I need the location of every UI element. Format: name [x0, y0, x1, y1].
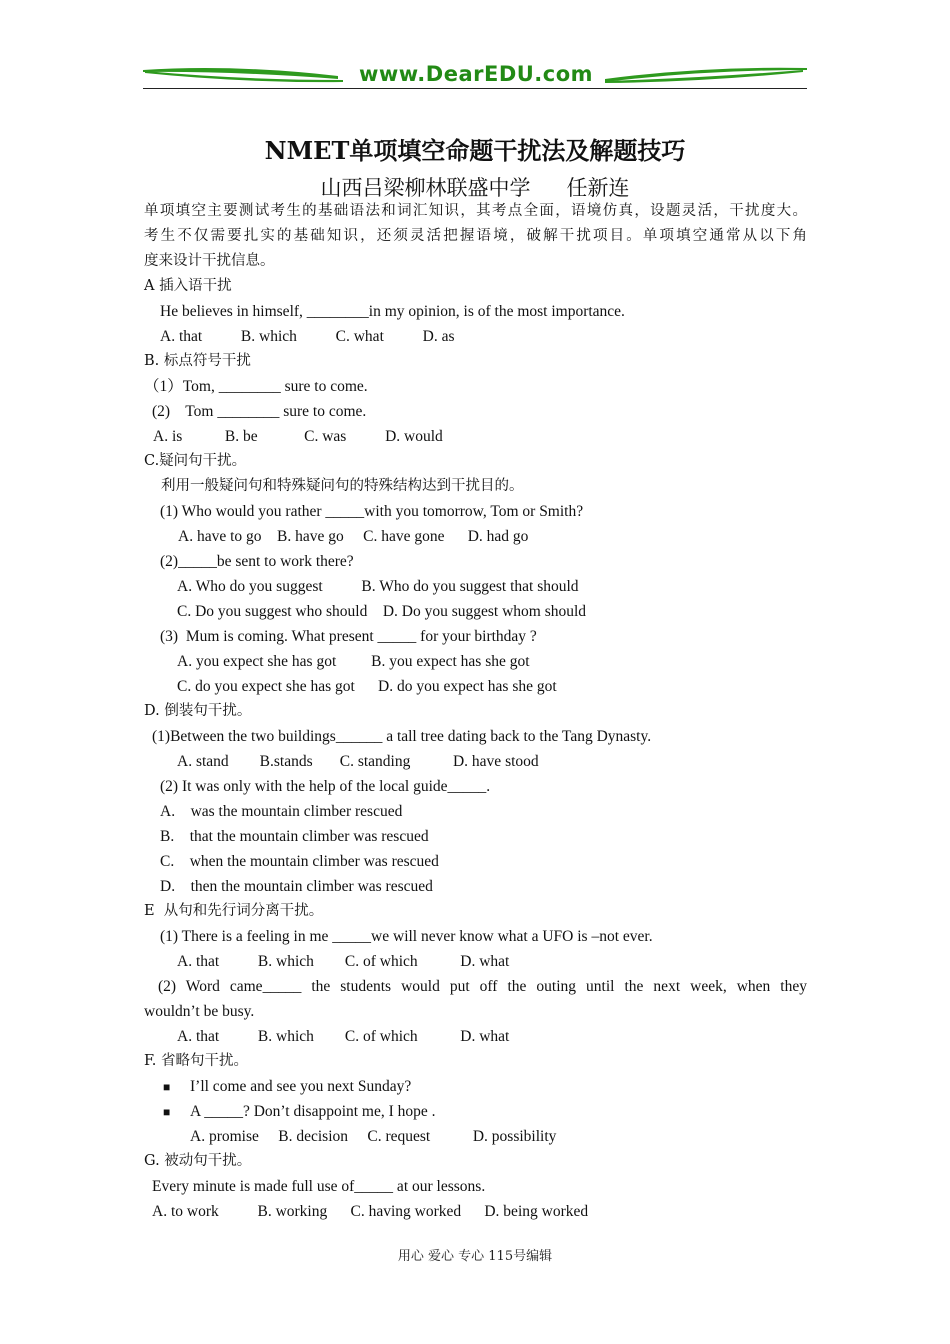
text-line: (1) Who would you rather _____with you tomorrow, Tom or Smith? — [160, 503, 584, 520]
text-line: (2) It was only with the help of the local guide_____. — [160, 778, 491, 795]
document-title: NMET单项填空命题干扰法及解题技巧 — [264, 136, 686, 165]
text-line: （1）Tom, ________ sure to come. — [144, 378, 368, 395]
document-body — [144, 199, 807, 1224]
text-line: B. that the mountain climber was rescued — [160, 828, 429, 845]
text-line: (2) Tom ________ sure to come. — [152, 403, 367, 420]
text-line: A. promise B. decision C. request D. possibility — [190, 1128, 557, 1145]
text-line: A 插入语干扰 — [144, 278, 232, 294]
bullet-line: ■ I’ll come and see you next Sunday? — [144, 1074, 807, 1099]
site-logo-text: www.DearEDU.com — [358, 62, 594, 86]
text-line: A. Who do you suggest B. Who do you suggest that should — [177, 578, 579, 595]
author-line — [0, 172, 950, 202]
text-line: D. then the mountain climber was rescued — [160, 878, 433, 895]
text-line: A. that B. which C. what D. as — [160, 328, 455, 345]
text-line: (1) There is a feeling in me _____we will never know what a UFO is –not ever. — [160, 928, 653, 945]
bullet-line: ■ A _____? Don’t disappoint me, I hope . — [144, 1099, 807, 1124]
text-line: C.疑问句干扰。 — [144, 453, 247, 469]
text-line: 利用一般疑问句和特殊疑问句的特殊结构达到干扰目的。 — [161, 478, 524, 494]
text-line: D. 倒装句干扰。 — [144, 703, 252, 719]
text-line: 单项填空主要测试考生的基础语法和词汇知识，其考点全面，语境仿真，设题灵活，干扰度大。 — [144, 203, 807, 219]
header-rule — [143, 88, 807, 89]
author-school: 山西吕梁柳林联盛中学 — [320, 176, 531, 200]
text-line: A. have to go B. have go C. have gone D. had go — [178, 528, 529, 545]
text-line: (2)_____be sent to work there? — [160, 553, 354, 570]
text-line: A. is B. be C. was D. would — [153, 428, 443, 445]
text-line: A. to work B. working C. having worked D. being worked — [152, 1203, 589, 1220]
text-line: E 从句和先行词分离干扰。 — [144, 903, 324, 919]
text-line: C. Do you suggest who should D. Do you suggest whom should — [177, 603, 587, 620]
text-line: A. was the mountain climber rescued — [160, 803, 403, 820]
text-line: Every minute is made full use of_____ at our lessons. — [152, 1178, 486, 1195]
text-line: B. 标点符号干扰 — [144, 353, 251, 369]
text-line: A. that B. which C. of which D. what — [177, 953, 510, 970]
text-line: 度来设计干扰信息。 — [144, 253, 275, 269]
text-line: A. that B. which C. of which D. what — [177, 1028, 510, 1045]
author-name: 任新连 — [566, 176, 630, 200]
text-line: A. you expect she has got B. you expect has she got — [177, 653, 530, 670]
text-line: wouldn’t be busy. — [144, 1003, 255, 1020]
text-line: He believes in himself, ________in my opinion, is of the most importance. — [160, 303, 625, 320]
text-line: F. 省略句干扰。 — [144, 1053, 249, 1069]
text-line: (1)Between the two buildings______ a tall tree dating back to the Tang Dynasty. — [152, 728, 652, 745]
page-footer: 用心 爱心 专心 115号编辑 — [397, 1249, 553, 1264]
text-line: A. stand B.stands C. standing D. have stood — [177, 753, 539, 770]
text-line: (2) Word came_____ the students would put off the outing until the next week, when they — [158, 978, 807, 995]
text-line: C. do you expect she has got D. do you expect has she got — [177, 678, 557, 695]
text-line: (3) Mum is coming. What present _____ for your birthday ? — [160, 628, 537, 645]
text-line: 考生不仅需要扎实的基础知识，还须灵活把握语境，破解干扰项目。单项填空通常从以下角 — [144, 228, 807, 244]
text-line: C. when the mountain climber was rescued — [160, 853, 439, 870]
text-line: G. 被动句干扰。 — [144, 1153, 252, 1169]
